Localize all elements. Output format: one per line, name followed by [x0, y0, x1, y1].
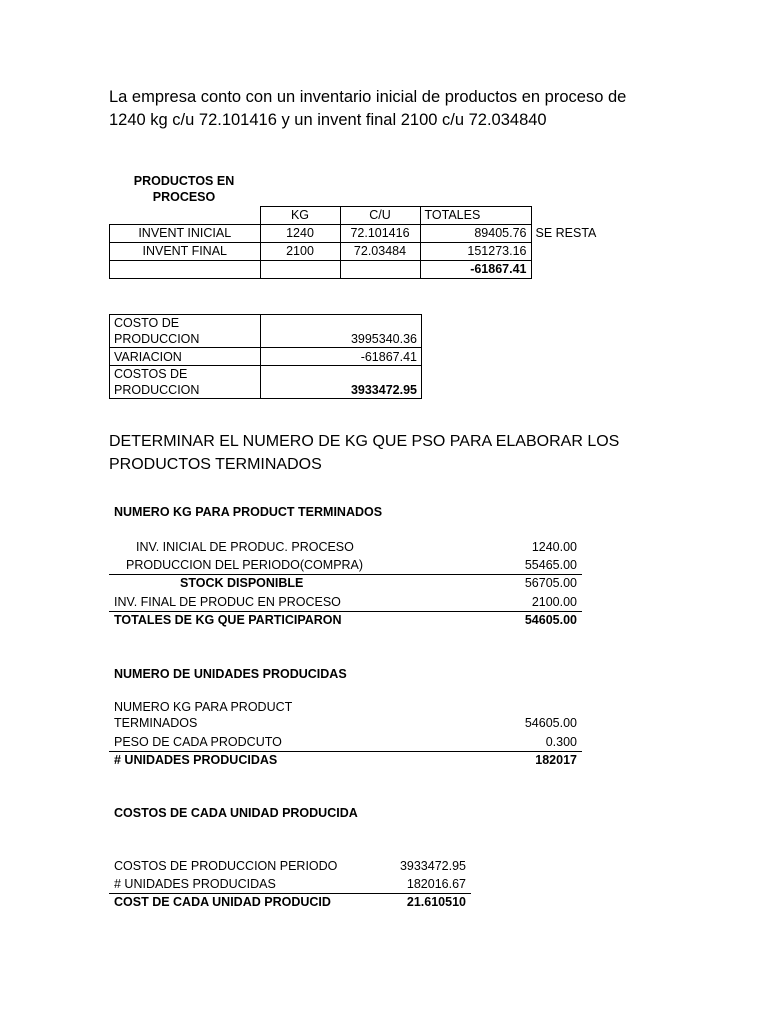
unidades-value: 182017: [535, 753, 577, 767]
empty-cell: [110, 261, 261, 279]
costo-unidad-section-title: COSTOS DE CADA UNIDAD PRODUCIDA: [114, 806, 358, 820]
kg-value: 54605.00: [524, 716, 577, 730]
header-cu: C/U: [340, 207, 420, 225]
row-label: [110, 366, 261, 399]
intro-line-2: 1240 kg c/u 72.101416 y un invent final 2100 c/u 72.034840: [109, 111, 547, 129]
totales-value: 54605.00: [524, 613, 577, 627]
unidades-label: # UNIDADES PRODUCIDAS: [114, 753, 278, 767]
determinar-heading: [109, 430, 629, 476]
row-value: 3995340.36: [261, 315, 422, 348]
label-line-1: COSTOS DE: [114, 367, 188, 381]
empty-cell: [110, 207, 261, 225]
kg-label-line-1: NUMERO KG PARA PRODUCT: [114, 700, 293, 714]
kg-label-line-2: TERMINADOS: [114, 716, 198, 730]
productos-en-proceso-table: [109, 206, 601, 279]
table-row: [110, 261, 601, 279]
label-line-1: COSTO DE: [114, 316, 180, 330]
label-line-2: PRODUCCION: [114, 383, 200, 397]
row-total: 151273.16: [420, 243, 531, 261]
row-label: [110, 315, 261, 348]
peso-label: PESO DE CADA PRODCUTO: [114, 735, 282, 749]
row-total: 89405.76: [420, 225, 531, 243]
table-row: [110, 225, 601, 243]
row-value: -61867.41: [261, 348, 422, 366]
peso-value: 0.300: [545, 735, 577, 749]
row-kg: 1240: [260, 225, 340, 243]
costos-periodo-label: COSTOS DE PRODUCCION PERIODO: [114, 859, 338, 873]
inv-inicial-value: 1240.00: [531, 540, 577, 554]
table-row: [110, 348, 422, 366]
inv-final-value: 2100.00: [531, 595, 577, 609]
row-value: 3933472.95: [261, 366, 422, 399]
unidades-producidas-value: 182016.67: [406, 877, 466, 891]
intro-paragraph: [109, 86, 669, 132]
cost-unidad-value: 21.610510: [406, 895, 466, 909]
difference-value: -61867.41: [420, 261, 531, 279]
produccion-value: 55465.00: [524, 558, 577, 572]
table-row: [110, 243, 601, 261]
title-line-1: PRODUCTOS EN: [133, 174, 235, 188]
heading-line-1: DETERMINAR EL NUMERO DE KG QUE PSO PARA ELABORAR LOS: [109, 433, 620, 450]
row-label: VARIACION: [110, 348, 261, 366]
empty-cell: [531, 261, 601, 279]
empty-cell: [340, 261, 420, 279]
productos-en-proceso-title: [125, 173, 243, 205]
costos-periodo-value: 3933472.95: [399, 859, 466, 873]
inv-final-label: INV. FINAL DE PRODUC EN PROCESO: [114, 595, 341, 609]
costos-table: [109, 314, 422, 399]
row-cu: 72.101416: [340, 225, 420, 243]
se-resta-note: SE RESTA: [535, 226, 597, 240]
empty-cell: [531, 207, 601, 225]
title-line-2: PROCESO: [152, 190, 216, 204]
row-kg: 2100: [260, 243, 340, 261]
table-header-row: [110, 207, 601, 225]
stock-label: STOCK DISPONIBLE: [180, 576, 304, 590]
header-totales: TOTALES: [420, 207, 531, 225]
heading-line-2: PRODUCTOS TERMINADOS: [109, 456, 322, 473]
table-row: [110, 315, 422, 348]
unidades-producidas-label: # UNIDADES PRODUCIDAS: [114, 877, 276, 891]
header-kg: KG: [260, 207, 340, 225]
produccion-label: PRODUCCION DEL PERIODO(COMPRA): [126, 558, 364, 572]
kg-section-title: NUMERO KG PARA PRODUCT TERMINADOS: [114, 505, 383, 519]
empty-cell: [260, 261, 340, 279]
empty-cell: [531, 243, 601, 261]
intro-line-1: La empresa conto con un inventario inicial de productos en proceso de: [109, 88, 627, 106]
cost-unidad-label: COST DE CADA UNIDAD PRODUCID: [114, 895, 331, 909]
table-row: [110, 366, 422, 399]
inv-inicial-label: INV. INICIAL DE PRODUC. PROCESO: [136, 540, 354, 554]
stock-value: 56705.00: [524, 576, 577, 590]
unidades-section-title: NUMERO DE UNIDADES PRODUCIDAS: [114, 667, 347, 681]
row-label: INVENT INICIAL: [110, 225, 261, 243]
totales-label: TOTALES DE KG QUE PARTICIPARON: [114, 613, 342, 627]
row-cu: 72.03484: [340, 243, 420, 261]
label-line-2: PRODUCCION: [114, 332, 200, 346]
row-label: INVENT FINAL: [110, 243, 261, 261]
